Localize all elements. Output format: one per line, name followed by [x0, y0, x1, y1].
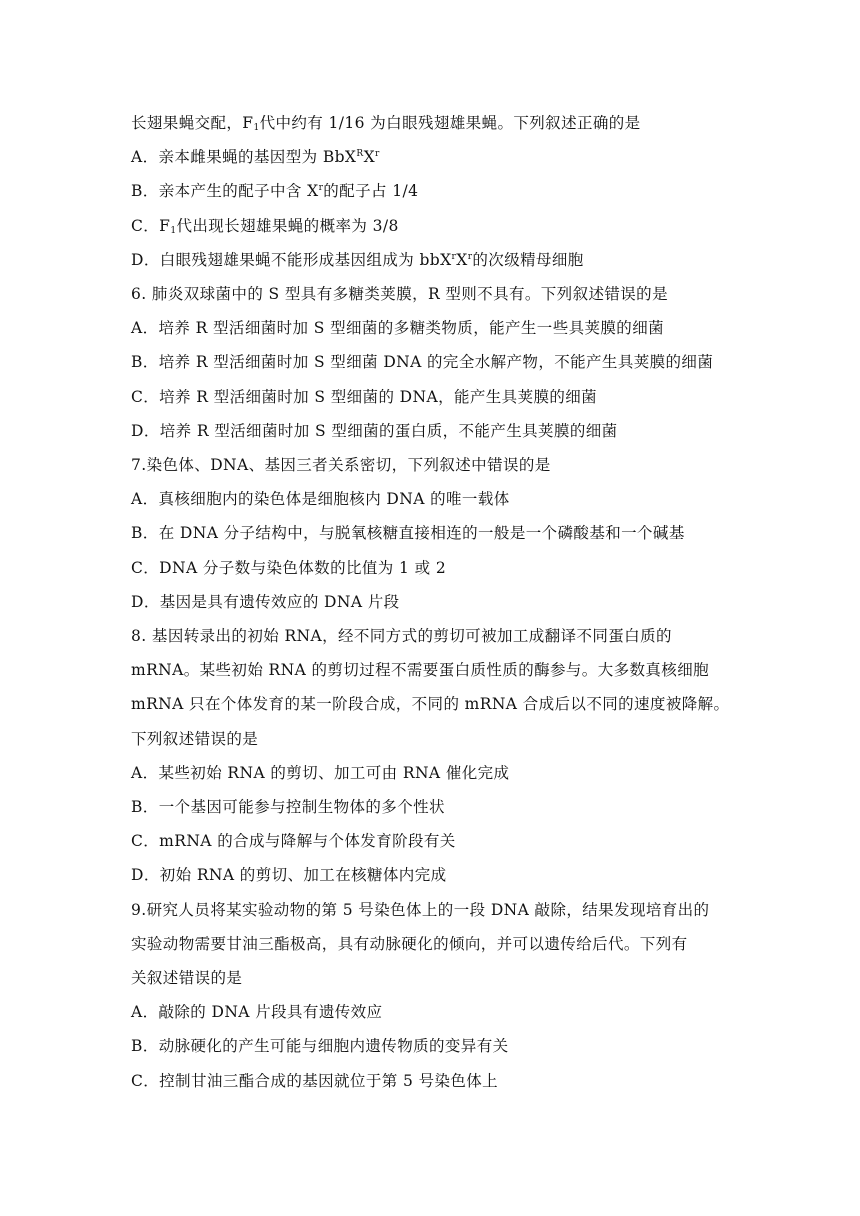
text-line-q9-stem-3: [131, 961, 741, 995]
text-run: 7.染色体、DNA、基因三者关系密切，下列叙述中错误的是: [131, 456, 551, 475]
text-run: 长翅果蝇交配，F: [131, 114, 254, 132]
text-run: mRNA。某些初始 RNA 的剪切过程不需要蛋白质性质的酶参与。大多数真核细胞: [131, 661, 710, 680]
text-line-q5-a: [131, 140, 741, 174]
text-run: B．培养 R 型活细菌时加 S 型细菌 DNA 的完全水解产物，不能产生具荚膜的细菌: [131, 353, 714, 372]
text-run: D．白眼残翅雄果蝇不能形成基因组成为 bbX: [131, 250, 452, 269]
text-line-q5-b: [131, 174, 741, 208]
text-line-q8-stem-2: [131, 653, 741, 687]
text-line-q7-c: [131, 551, 741, 585]
text-run: 8. 基因转录出的初始 RNA，经不同方式的剪切可被加工成翻译不同蛋白质的: [131, 627, 672, 646]
text-run: A．敲除的 DNA 片段具有遗传效应: [131, 1003, 383, 1022]
text-line-q7-stem: [131, 448, 741, 482]
text-line-q6-b: [131, 345, 741, 379]
subscript: 1: [170, 225, 177, 236]
text-run: B．亲本产生的配子中含 X: [131, 182, 319, 201]
text-run: C．控制甘油三酯合成的基因就位于第 5 号染色体上: [131, 1071, 499, 1090]
text-line-q5-stem-cont: [131, 106, 741, 140]
text-line-q8-stem-4: [131, 722, 741, 756]
text-run: A．真核细胞内的染色体是细胞核内 DNA 的唯一载体: [131, 490, 510, 509]
text-line-q8-stem-1: [131, 619, 741, 653]
text-run: B．在 DNA 分子结构中，与脱氧核糖直接相连的一般是一个磷酸基和一个碱基: [131, 524, 685, 543]
text-run: A．亲本雌果蝇的基因型为 BbX: [131, 148, 357, 167]
text-line-q9-stem-1: [131, 893, 741, 927]
superscript: r: [375, 149, 380, 160]
text-line-q9-c: [131, 1064, 741, 1098]
superscript: r: [318, 183, 324, 194]
text-run: 的次级精母细胞: [472, 250, 584, 269]
text-run: 代中约有 1/16 为白眼残翅雄果蝇。下列叙述正确的是: [259, 114, 641, 132]
text-line-q7-b: [131, 516, 741, 550]
superscript: R: [356, 149, 364, 160]
text-run: D．初始 RNA 的剪切、加工在核糖体内完成: [131, 866, 447, 885]
text-run: C．mRNA 的合成与降解与个体发育阶段有关: [131, 832, 456, 851]
text-run: 6. 肺炎双球菌中的 S 型具有多糖类荚膜，R 型则不具有。下列叙述错误的是: [131, 285, 668, 304]
text-run: C．DNA 分子数与染色体数的比值为 1 或 2: [131, 558, 447, 577]
subscript: 1: [253, 123, 260, 133]
superscript: r: [451, 251, 457, 262]
text-line-q8-b: [131, 790, 741, 824]
text-run: B．一个基因可能参与控制生物体的多个性状: [131, 798, 445, 817]
text-line-q9-a: [131, 995, 741, 1029]
text-run: D．基因是具有遗传效应的 DNA 片段: [131, 592, 400, 611]
text-line-q9-b: [131, 1029, 741, 1063]
text-run: 9.研究人员将某实验动物的第 5 号染色体上的一段 DNA 敲除，结果发现培育出的: [131, 900, 710, 919]
text-run: D．培养 R 型活细菌时加 S 型细菌的蛋白质，不能产生具荚膜的细菌: [131, 421, 618, 440]
text-run: C．F: [131, 216, 171, 235]
text-line-q6-c: [131, 380, 741, 414]
text-line-q7-d: [131, 585, 741, 619]
question-text-block: [131, 106, 741, 1098]
text-run: C．培养 R 型活细菌时加 S 型细菌的 DNA，能产生具荚膜的细菌: [131, 387, 598, 406]
text-run: 的配子占 1/4: [323, 182, 419, 201]
text-line-q6-stem: [131, 277, 741, 311]
text-line-q6-a: [131, 311, 741, 345]
text-line-q6-d: [131, 414, 741, 448]
text-run: B．动脉硬化的产生可能与细胞内遗传物质的变异有关: [131, 1037, 509, 1056]
text-run: X: [363, 148, 375, 167]
text-line-q9-stem-2: [131, 927, 741, 961]
text-line-q5-c: [131, 209, 741, 243]
text-line-q5-d: [131, 243, 741, 277]
text-run: X: [456, 250, 468, 269]
text-run: 下列叙述错误的是: [131, 729, 259, 748]
text-line-q8-a: [131, 756, 741, 790]
text-line-q8-c: [131, 824, 741, 858]
text-run: mRNA 只在个体发育的某一阶段合成，不同的 mRNA 合成后以不同的速度被降解。: [131, 695, 730, 714]
text-line-q8-stem-3: [131, 687, 741, 721]
text-line-q8-d: [131, 858, 741, 892]
text-run: 关叙述错误的是: [131, 969, 243, 988]
text-line-q7-a: [131, 482, 741, 516]
text-run: A．培养 R 型活细菌时加 S 型细菌的多糖类物质，能产生一些具荚膜的细菌: [131, 319, 664, 338]
text-run: 实验动物需要甘油三酯极高，具有动脉硬化的倾向，并可以遗传给后代。下列有: [131, 934, 688, 953]
text-run: A．某些初始 RNA 的剪切、加工可由 RNA 催化完成: [131, 763, 510, 782]
superscript: r: [467, 251, 473, 262]
text-run: 代出现长翅雄果蝇的概率为 3/8: [176, 216, 399, 235]
